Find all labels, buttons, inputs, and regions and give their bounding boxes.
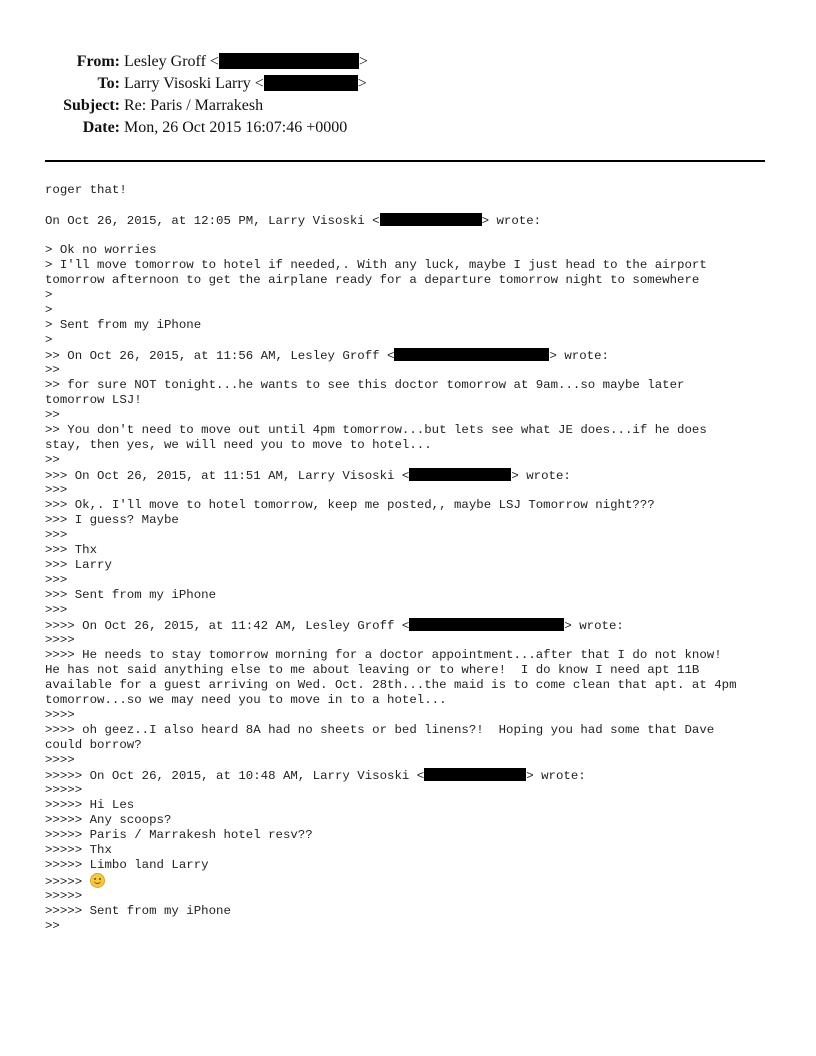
body-line: >>> Sent from my iPhone [45, 588, 217, 602]
body-line: > Ok no worries [45, 243, 157, 257]
from-value [124, 53, 368, 71]
quote-header-text: >>>>> On Oct 26, 2015, at 10:48 AM, Larry Visoski < [45, 769, 425, 783]
body-line: >> [45, 363, 60, 377]
quote-header-text: >> On Oct 26, 2015, at 11:56 AM, Lesley Groff < [45, 349, 395, 363]
body-line: available for a guest arriving on Wed. Oct. 28th...the maid is to come clean that apt. at 4pm [45, 678, 737, 692]
body-line: >>> I guess? Maybe [45, 513, 179, 527]
body-line: >>>> oh geez..I also heard 8A had no sheets or bed linens?! Hoping you had some that Dave [45, 723, 715, 737]
quote-prefix: >>>>> [45, 875, 90, 889]
quote-header-text: >>> On Oct 26, 2015, at 11:51 AM, Larry Visoski < [45, 469, 410, 483]
redaction-bar [219, 53, 359, 69]
body-line: >>>> [45, 633, 75, 647]
to-close: > [357, 75, 367, 92]
smiley-face-icon [90, 873, 105, 888]
body-line: could borrow? [45, 738, 142, 752]
redaction-bar [264, 75, 358, 91]
body-line: >>> [45, 483, 68, 497]
body-line: > [45, 303, 53, 317]
from-label: From: [76, 53, 120, 70]
body-line [45, 228, 785, 243]
date-label: Date: [82, 119, 120, 136]
quote-header [45, 768, 785, 783]
body-line: > [45, 288, 53, 302]
quote-header-suffix: > wrote: [526, 769, 586, 783]
quote-header-suffix: > wrote: [564, 619, 624, 633]
redaction-bar [380, 213, 482, 226]
body-line: >>>>> Hi Les [45, 798, 135, 812]
emoji-line [45, 873, 785, 889]
body-line: roger that! [45, 183, 127, 197]
body-line: > [45, 333, 53, 347]
body-line: >>> Larry [45, 558, 112, 572]
quote-header-suffix: > wrote: [481, 214, 542, 228]
body-line: >>> [45, 573, 68, 587]
redaction-bar [424, 768, 526, 781]
body-line: >>> Ok,. I'll move to hotel tomorrow, keep me posted,, maybe LSJ Tomorrow night??? [45, 498, 655, 512]
date-value: Mon, 26 Oct 2015 16:07:46 +0000 [124, 119, 348, 136]
body-line: He has not said anything else to me about leaving or to where! I do know I need apt 11B [45, 663, 700, 677]
body-line: >>>> [45, 708, 75, 722]
body-line: >>>> [45, 753, 75, 767]
from-close: > [358, 53, 368, 70]
quote-header [45, 348, 785, 363]
body-line: >> [45, 453, 60, 467]
body-line: tomorrow LSJ! [45, 393, 142, 407]
header-divider [45, 160, 765, 162]
quote-header-suffix: > wrote: [549, 349, 609, 363]
body-line [45, 198, 785, 213]
quote-header-text: >>>> On Oct 26, 2015, at 11:42 AM, Lesley Groff < [45, 619, 410, 633]
redaction-bar [409, 618, 564, 631]
email-body [45, 183, 785, 934]
quote-header [45, 468, 785, 483]
body-line: stay, then yes, we will need you to move to hotel... [45, 438, 432, 452]
quote-header [45, 618, 785, 633]
body-line: >>>>> [45, 889, 83, 903]
subject-label: Subject: [63, 97, 120, 114]
to-value [124, 75, 367, 93]
body-line: >> [45, 408, 60, 422]
redaction-bar [394, 348, 549, 361]
body-line: >>>>> Any scoops? [45, 813, 172, 827]
redaction-bar [409, 468, 511, 481]
to-label: To: [97, 75, 120, 92]
body-line: >>> Thx [45, 543, 98, 557]
body-line: tomorrow...so we may need you to move in to a hotel... [45, 693, 447, 707]
body-line: >>>>> Sent from my iPhone [45, 904, 231, 918]
body-line: >>>>> Thx [45, 843, 112, 857]
from-name: Lesley Groff < [124, 53, 219, 70]
body-line: > I'll move tomorrow to hotel if needed,. With any luck, maybe I just head to the airport [45, 258, 707, 272]
body-line: >>> [45, 528, 68, 542]
quote-header-suffix: > wrote: [511, 469, 571, 483]
quote-header [45, 213, 785, 228]
subject-value: Re: Paris / Marrakesh [124, 97, 264, 114]
body-line: > Sent from my iPhone [45, 318, 202, 332]
body-line: >> You don't need to move out until 4pm tomorrow...but lets see what JE does...if he does [45, 423, 707, 437]
body-line: >> [45, 919, 60, 933]
body-line: tomorrow afternoon to get the airplane ready for a departure tomorrow night to somewhere [45, 273, 700, 287]
body-line: >>> [45, 603, 68, 617]
body-line: >>>>> Paris / Marrakesh hotel resv?? [45, 828, 313, 842]
quote-header-text: On Oct 26, 2015, at 12:05 PM, Larry Visoski < [45, 214, 380, 228]
body-line: >>>>> [45, 783, 83, 797]
body-line: >>>>> Limbo land Larry [45, 858, 209, 872]
body-line: >> for sure NOT tonight...he wants to see this doctor tomorrow at 9am...so maybe later [45, 378, 685, 392]
to-name: Larry Visoski Larry < [124, 75, 264, 92]
body-line: >>>> He needs to stay tomorrow morning for a doctor appointment...after that I do not know! [45, 648, 722, 662]
